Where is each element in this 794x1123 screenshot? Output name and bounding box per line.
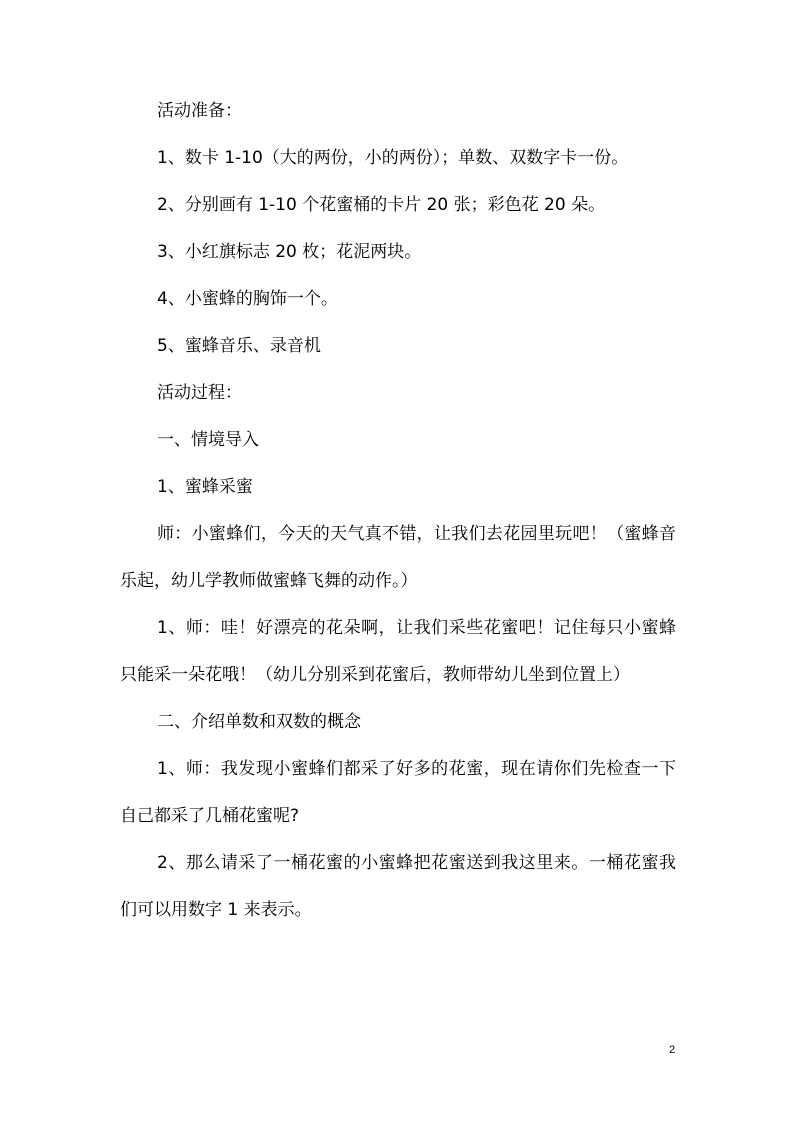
paragraph-prep-item-3: 3、小红旗标志 20 枚；花泥两块。 (157, 242, 422, 262)
paragraph-prep-item-4: 4、小蜜蜂的胸饰一个。 (157, 289, 338, 309)
paragraph-section-2-heading: 二、介绍单数和双数的概念 (157, 712, 361, 732)
paragraph-prep-item-5: 5、蜜蜂音乐、录音机 (157, 336, 321, 356)
page-number: 2 (668, 1044, 676, 1056)
paragraph-preparation-heading: 活动准备： (157, 101, 242, 121)
paragraph-one-bucket: 2、那么请采了一桶花蜜的小蜜蜂把花蜜送到我这里来。一桶花蜜我们可以用数字 1 来表示。 (120, 853, 676, 920)
paragraph-teacher-intro: 师：小蜜蜂们，今天的天气真不错，让我们去花园里玩吧！（蜜蜂音乐起，幼儿学教师做蜜蜂飞舞的动作。） (120, 524, 676, 591)
paragraph-process-heading: 活动过程： (157, 383, 242, 403)
paragraph-teacher-check: 1、师：我发现小蜜蜂们都采了好多的花蜜，现在请你们先检查一下自己都采了几桶花蜜呢? (120, 759, 676, 826)
paragraph-prep-item-2: 2、分别画有 1-10 个花蜜桶的卡片 20 张；彩色花 20 朵。 (157, 195, 606, 215)
paragraph-teacher-collect: 1、师：哇！好漂亮的花朵啊，让我们采些花蜜吧！记住每只小蜜蜂只能采一朵花哦！（幼儿分别采到花蜜后，教师带幼儿坐到位置上） (120, 618, 676, 685)
paragraph-prep-item-1: 1、数卡 1-10（大的两份，小的两份）；单数、双数字卡一份。 (157, 148, 629, 168)
paragraph-section-1-heading: 一、情境导入 (157, 430, 259, 450)
document-body (120, 88, 676, 934)
paragraph-subsection-bee-honey: 1、蜜蜂采蜜 (157, 477, 253, 497)
